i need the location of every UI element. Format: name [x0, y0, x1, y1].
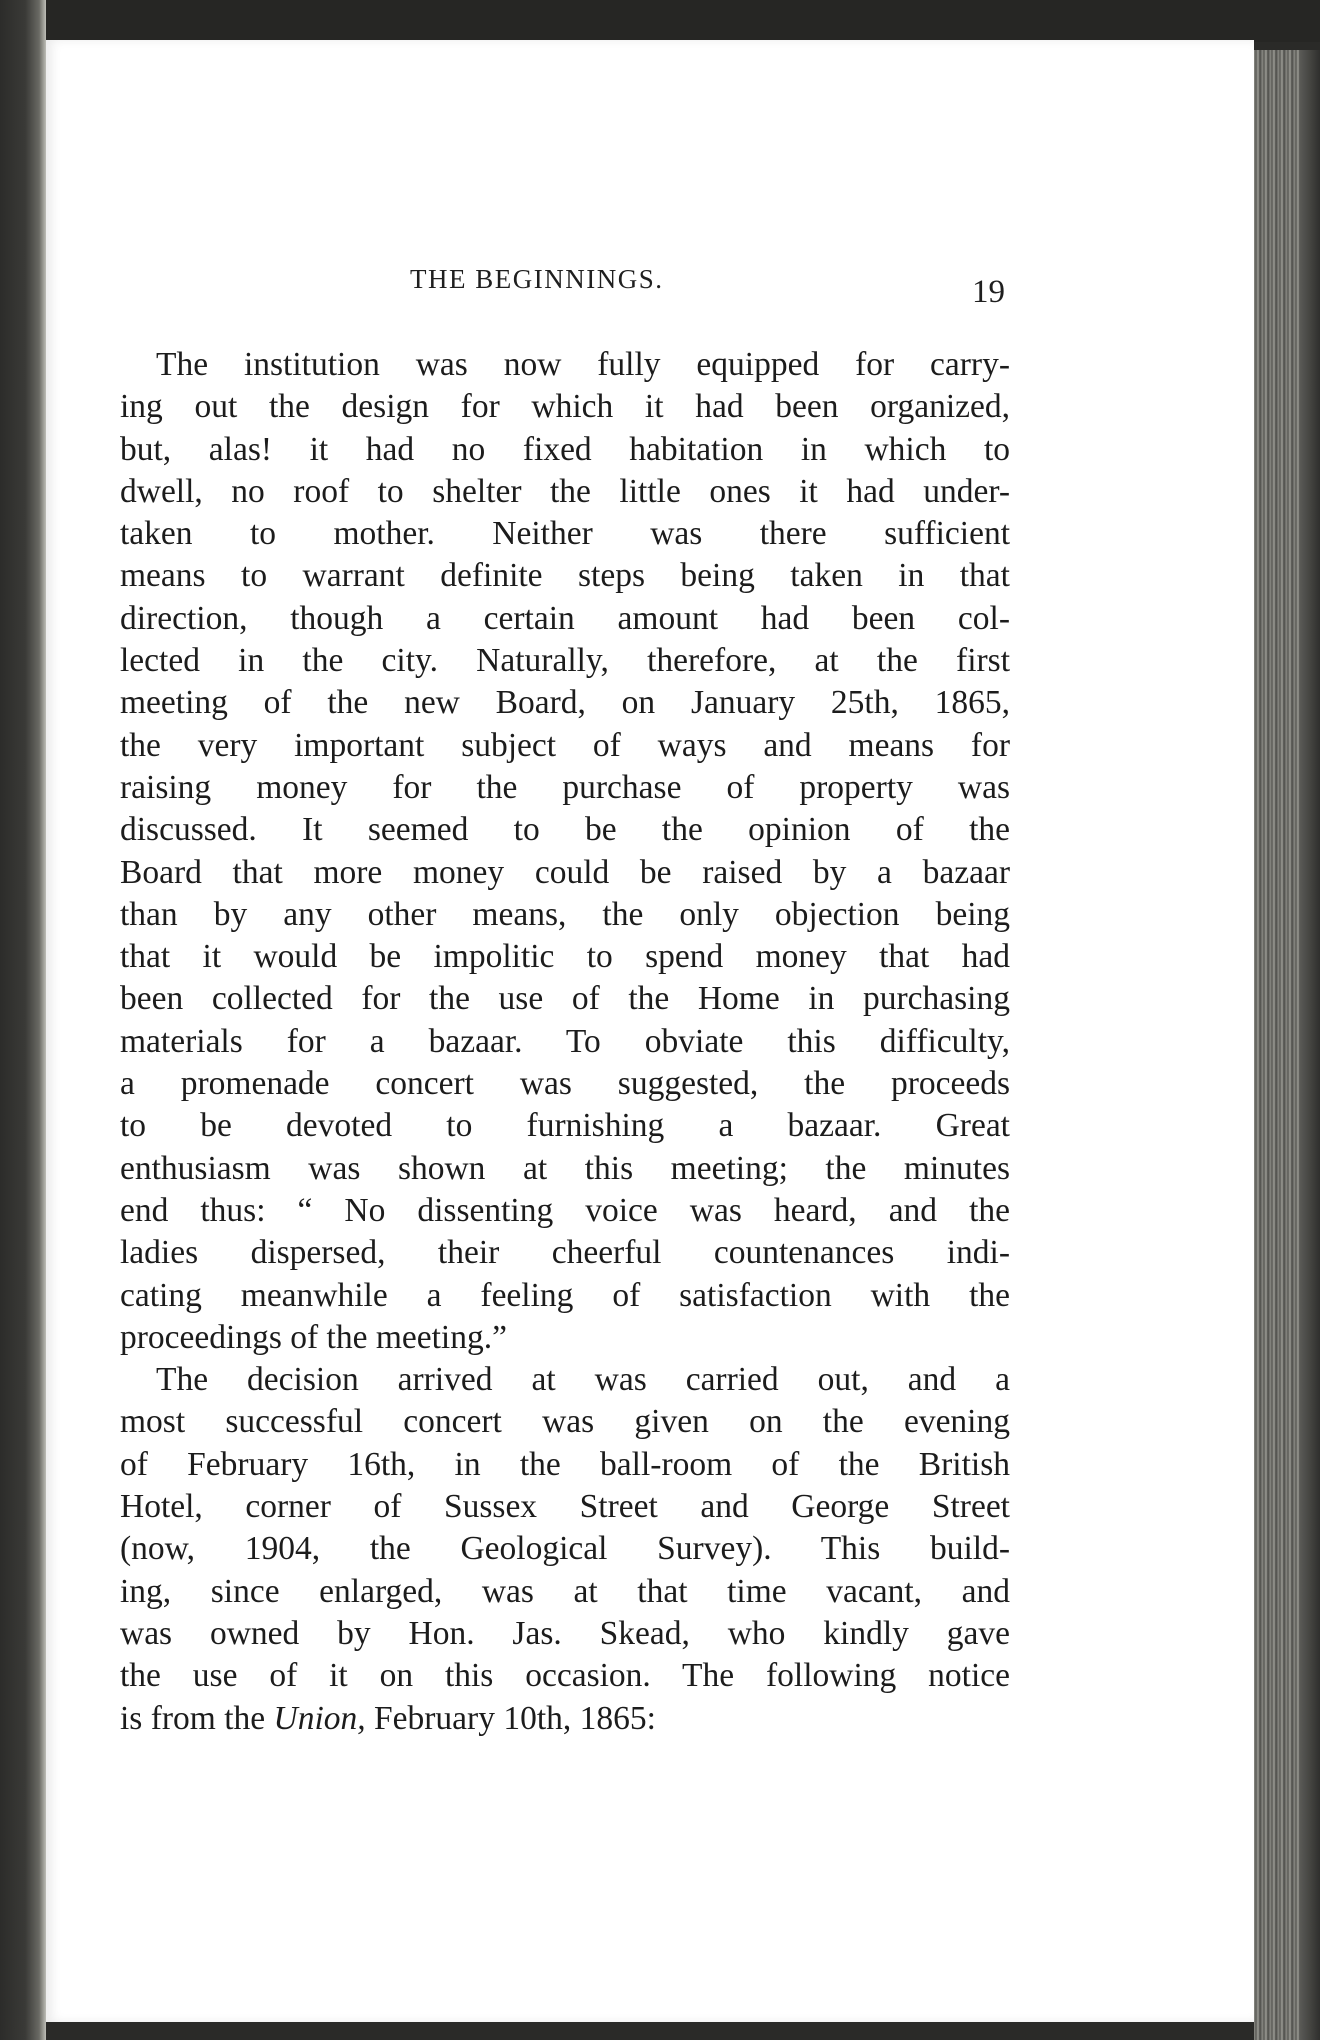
- text-line: ing out the design for which it had been organized,: [120, 388, 1010, 426]
- text-line: taken to mother. Neither was there sufficient: [120, 515, 1010, 553]
- text-line: that it would be impolitic to spend money that had: [120, 938, 1010, 976]
- text-line: was owned by Hon. Jas. Skead, who kindly gave: [120, 1614, 1010, 1652]
- text-line: means to warrant definite steps being taken in that: [120, 557, 1010, 595]
- scan-border-top: [0, 0, 1320, 42]
- text-line: discussed. It seemed to be the opinion of the: [120, 811, 1010, 849]
- text-line: the use of it on this occasion. The following notice: [120, 1657, 1010, 1695]
- text-segment: is from the: [120, 1699, 274, 1737]
- newspaper-title: Union,: [273, 1699, 366, 1737]
- text-line: but, alas! it had no fixed habitation in which to: [120, 430, 1010, 468]
- text-line: (now, 1904, the Geological Survey). This build-: [120, 1530, 1010, 1568]
- text-line: materials for a bazaar. To obviate this difficulty,: [120, 1022, 1010, 1060]
- text-line: of February 16th, in the ball-room of the British: [120, 1445, 1010, 1483]
- text-line: Board that more money could be raised by a bazaar: [120, 853, 1010, 891]
- text-line: lected in the city. Naturally, therefore, at the first: [120, 642, 1010, 680]
- text-line: direction, though a certain amount had been col-: [120, 599, 1010, 637]
- text-line: enthusiasm was shown at this meeting; the minutes: [120, 1149, 1010, 1187]
- page-number: 19: [972, 274, 1005, 310]
- paragraph-2: [120, 1359, 1010, 1740]
- text-line: to be devoted to furnishing a bazaar. Great: [120, 1107, 1010, 1145]
- text-line: most successful concert was given on the evening: [120, 1403, 1010, 1441]
- text-line: proceedings of the meeting.”: [120, 1318, 507, 1356]
- text-line: meeting of the new Board, on January 25th, 1865,: [120, 684, 1010, 722]
- text-line: Hotel, corner of Sussex Street and George Street: [120, 1488, 1010, 1526]
- book-cover-edge: [1300, 50, 1320, 2040]
- text-line: The institution was now fully equipped for carry-: [156, 346, 1010, 383]
- text-line: the very important subject of ways and means for: [120, 726, 1010, 764]
- text-line: a promenade concert was suggested, the proceeds: [120, 1065, 1010, 1103]
- text-segment: February 10th, 1865:: [365, 1699, 656, 1737]
- text-line-with-citation: [120, 1698, 1010, 1740]
- text-line: end thus: “ No dissenting voice was heard, and the: [120, 1191, 1010, 1229]
- text-line: ladies dispersed, their cheerful countenances indi-: [120, 1234, 1010, 1272]
- text-line: ing, since enlarged, was at that time vacant, and: [120, 1572, 1010, 1610]
- text-line: than by any other means, the only objection being: [120, 895, 1010, 933]
- scan-border-left: [0, 0, 46, 2040]
- paragraph-1: [120, 344, 1010, 1359]
- text-line: raising money for the purchase of property was: [120, 768, 1010, 806]
- body-text: [120, 344, 1010, 1740]
- running-head: THE BEGINNINGS.: [410, 264, 664, 294]
- text-line: been collected for the use of the Home in purchasing: [120, 980, 1010, 1018]
- text-line: cating meanwhile a feeling of satisfaction with the: [120, 1276, 1010, 1314]
- text-line: dwell, no roof to shelter the little ones it had under-: [120, 472, 1010, 510]
- text-line: The decision arrived at was carried out, and a: [156, 1361, 1010, 1399]
